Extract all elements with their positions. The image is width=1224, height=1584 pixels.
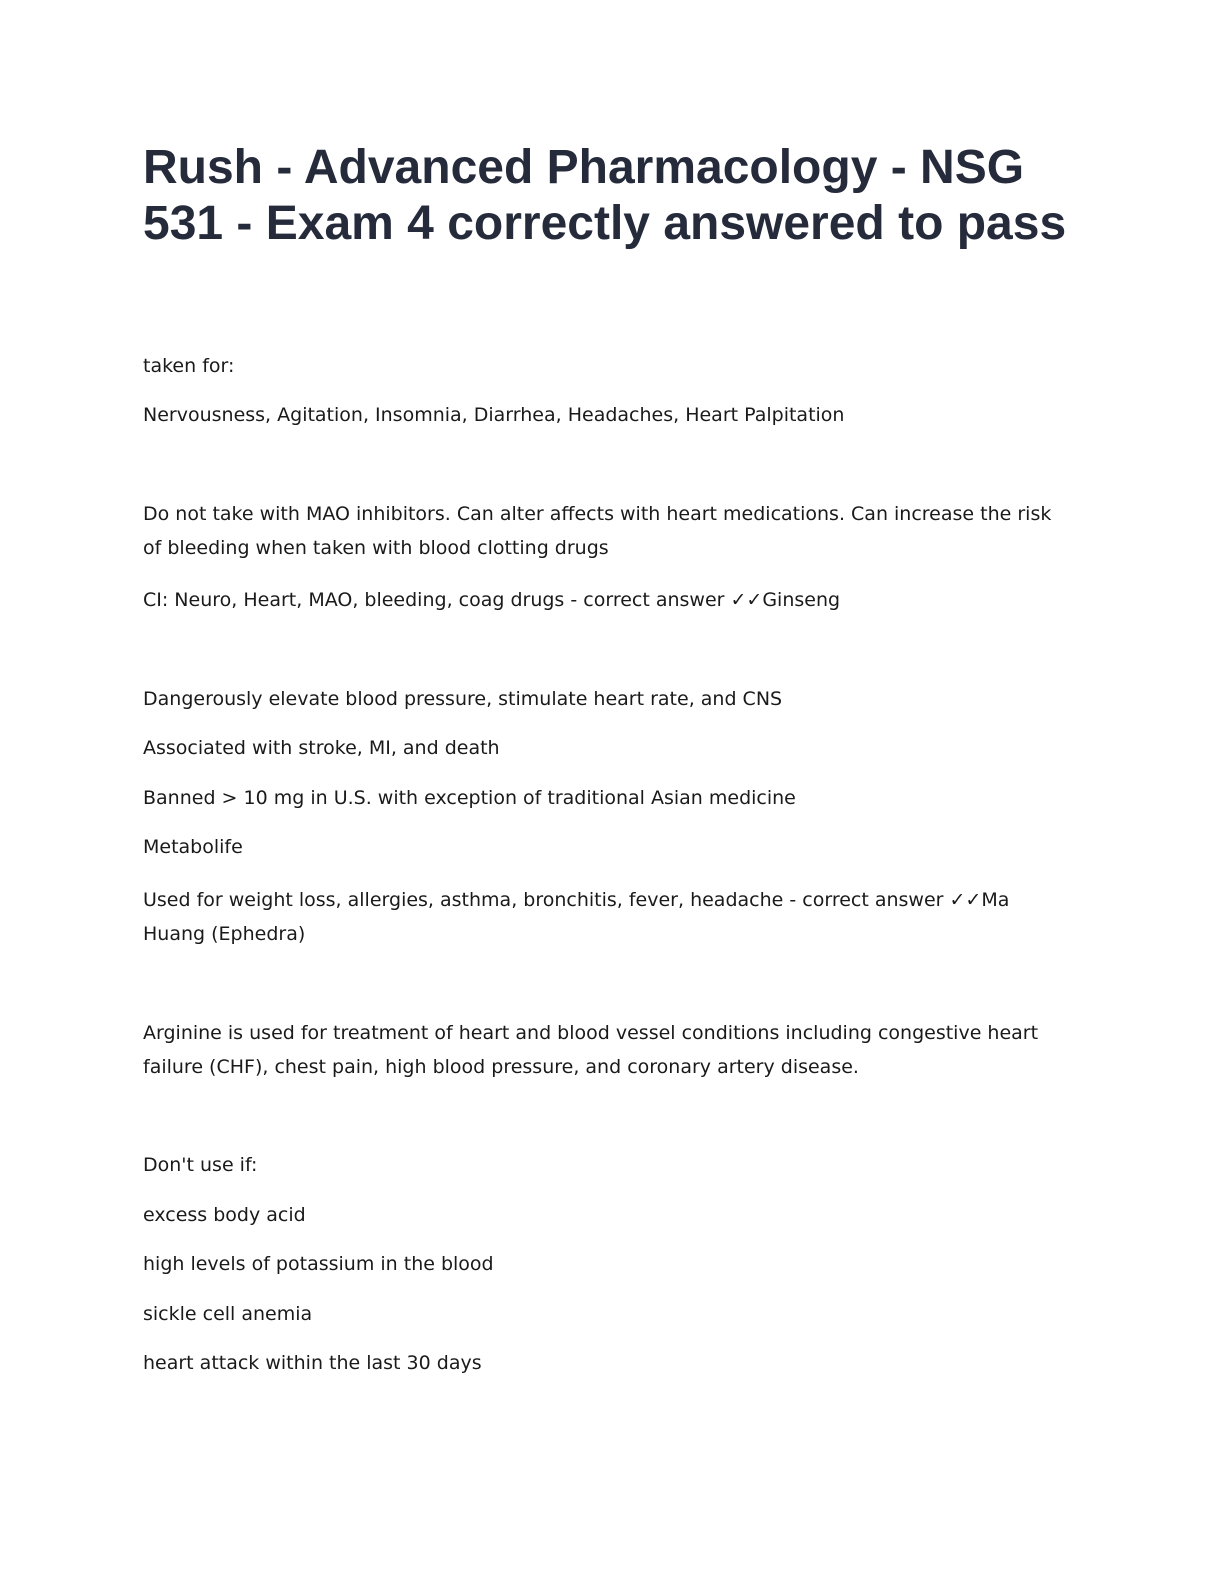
list-item-body-acid: excess body acid xyxy=(143,1204,306,1226)
paragraph-ephedra-answer: Used for weight loss, allergies, asthma, bronchitis, fever, headache - correct answer ✓✓Ma Huang (Ephedra) xyxy=(143,889,1010,945)
document-title-line-1: Rush - Advanced Pharmacology - NSG xyxy=(143,141,1025,194)
list-item-heart-attack: heart attack within the last 30 days xyxy=(143,1352,482,1374)
paragraph-arginine: Arginine is used for treatment of heart and blood vessel conditions including congestive heart failure (CHF), chest pain, high blood pressure, and coronary artery disease. xyxy=(143,1022,1039,1078)
paragraph-metabolife: Metabolife xyxy=(143,836,243,858)
paragraph-taken-for: taken for: xyxy=(143,355,235,377)
paragraph-blood-pressure: Dangerously elevate blood pressure, stimulate heart rate, and CNS xyxy=(143,688,783,710)
document-title xyxy=(143,140,1103,252)
list-item-sickle-cell: sickle cell anemia xyxy=(143,1303,313,1325)
paragraph-symptoms: Nervousness, Agitation, Insomnia, Diarrhea, Headaches, Heart Palpitation xyxy=(143,404,845,426)
paragraph-mao-warning: Do not take with MAO inhibitors. Can alter affects with heart medications. Can increase the risk of bleeding when taken with blood clotting drugs xyxy=(143,503,1052,559)
paragraph-banned: Banned > 10 mg in U.S. with exception of traditional Asian medicine xyxy=(143,787,796,809)
paragraph-stroke: Associated with stroke, MI, and death xyxy=(143,737,500,759)
paragraph-dont-use-if: Don't use if: xyxy=(143,1154,258,1176)
list-item-potassium: high levels of potassium in the blood xyxy=(143,1253,494,1275)
document-title-line-2: 531 - Exam 4 correctly answered to pass xyxy=(143,197,1067,250)
paragraph-ginseng-answer: CI: Neuro, Heart, MAO, bleeding, coag drugs - correct answer ✓✓Ginseng xyxy=(143,589,841,611)
